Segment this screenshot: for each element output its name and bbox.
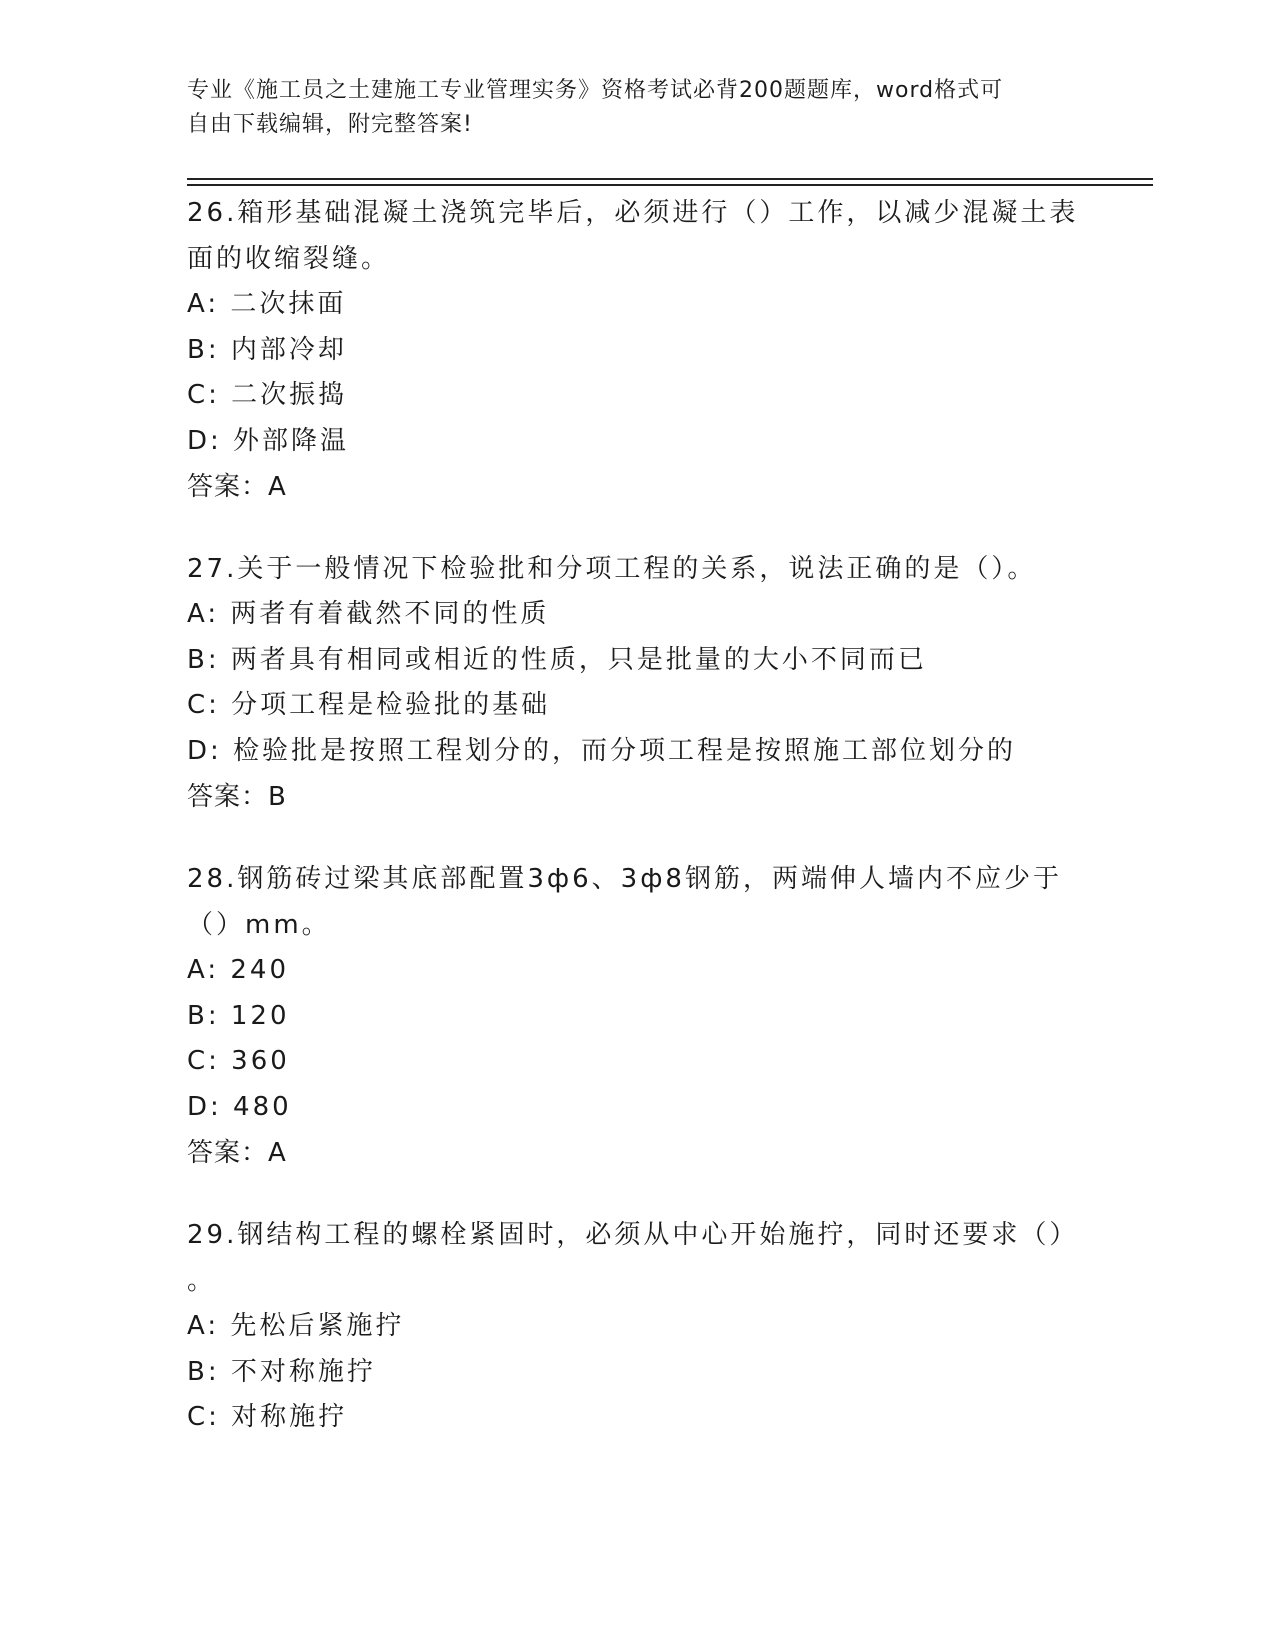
question-27: [187, 546, 1087, 820]
option-d: D: 480: [187, 1091, 292, 1122]
stem-line: 26.箱形基础混凝土浇筑完毕后，必须进行（）工作，以减少混凝土表: [187, 198, 1079, 228]
question-stem: [187, 1212, 1087, 1304]
stem-line: （）mm。: [187, 910, 331, 940]
stem-line: 面的收缩裂缝。: [187, 244, 391, 274]
option-d: D: 外部降温: [187, 425, 350, 456]
header-divider-top: [187, 178, 1153, 180]
header-divider-bottom: [187, 184, 1153, 186]
option-b: B: 不对称施拧: [187, 1356, 376, 1387]
stem-line: 27.关于一般情况下检验批和分项工程的关系，说法正确的是（）。: [187, 554, 1037, 584]
option-a: A: 二次抹面: [187, 289, 347, 319]
question-stem: [187, 856, 1087, 948]
document-header: [187, 74, 1067, 142]
option-c: C: 对称施拧: [187, 1402, 348, 1432]
question-26: [187, 190, 1087, 510]
option-a: A: 两者有着截然不同的性质: [187, 599, 550, 629]
header-line-1: 专业《施工员之土建施工专业管理实务》资格考试必背200题题库，word格式可: [187, 78, 1004, 103]
question-stem: [187, 546, 1087, 592]
question-28: [187, 856, 1087, 1176]
option-b: B: 两者具有相同或相近的性质，只是批量的大小不同而已: [187, 644, 927, 675]
option-b: B: 内部冷却: [187, 334, 347, 365]
option-c: C: 360: [187, 1046, 290, 1076]
option-b: B: 120: [187, 1000, 290, 1031]
stem-line: 28.钢筋砖过梁其底部配置3ф6、3ф8钢筋，两端伸人墙内不应少于: [187, 864, 1062, 894]
answer: 答案：A: [187, 1138, 287, 1168]
question-list: [187, 190, 1087, 1477]
answer: 答案：A: [187, 472, 287, 502]
option-c: C: 分项工程是检验批的基础: [187, 690, 551, 720]
question-stem: [187, 190, 1087, 282]
option-d: D: 检验批是按照工程划分的，而分项工程是按照施工部位划分的: [187, 735, 1017, 766]
question-29: [187, 1212, 1087, 1441]
option-a: A: 先松后紧施拧: [187, 1311, 405, 1341]
stem-line: 29.钢结构工程的螺栓紧固时，必须从中心开始施拧，同时还要求（）: [187, 1220, 1079, 1250]
stem-line: 。: [187, 1266, 217, 1296]
answer: 答案：B: [187, 782, 287, 812]
header-line-2: 自由下载编辑，附完整答案!: [187, 112, 473, 137]
option-c: C: 二次振捣: [187, 380, 348, 410]
option-a: A: 240: [187, 955, 289, 985]
